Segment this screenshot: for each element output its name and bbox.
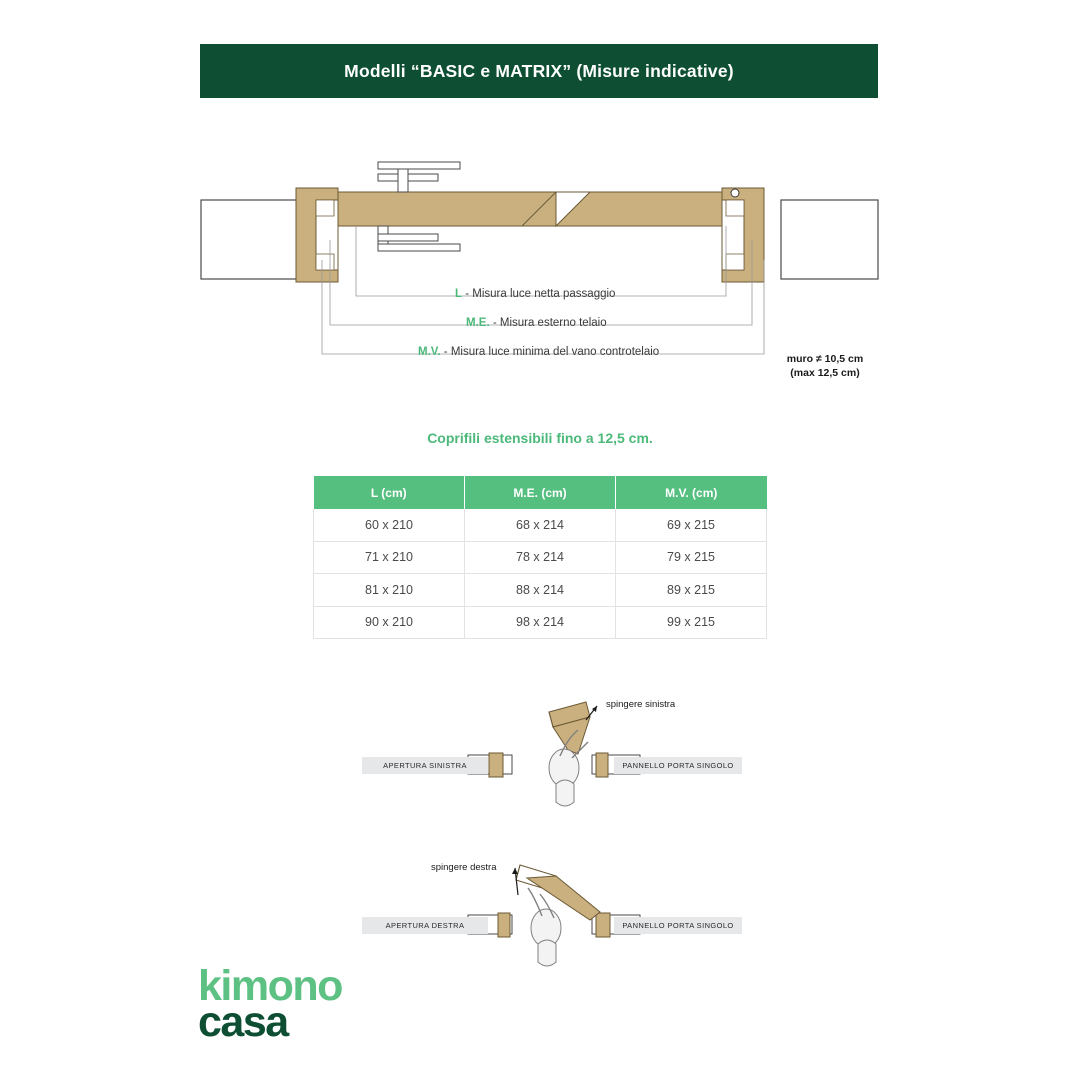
table-cell: 98 x 214 bbox=[465, 606, 616, 639]
tag-apertura-sinistra: APERTURA SINISTRA bbox=[362, 757, 488, 774]
table-cell: 88 x 214 bbox=[465, 574, 616, 607]
table-cell: 81 x 210 bbox=[314, 574, 465, 607]
logo-line-kimono: kimono bbox=[198, 962, 342, 1010]
tag-pannello-porta-singolo-1: PANNELLO PORTA SINGOLO bbox=[614, 757, 742, 774]
table-header-row bbox=[314, 476, 767, 509]
brand-logo bbox=[198, 962, 342, 1047]
table-row bbox=[314, 541, 767, 574]
wall-note-line1: muro ≠ 10,5 cm bbox=[786, 353, 864, 365]
table-cell: 69 x 215 bbox=[616, 509, 767, 541]
dimension-text-mv: - Misura luce minima del vano controtelaio bbox=[440, 346, 660, 358]
dimension-label-l bbox=[455, 288, 615, 300]
door-section-drawing bbox=[0, 130, 1080, 380]
table-cell: 79 x 215 bbox=[616, 541, 767, 574]
dimension-code-me: M.E. bbox=[466, 317, 490, 329]
table-row bbox=[314, 509, 767, 541]
table-row bbox=[314, 606, 767, 639]
dimension-label-mv bbox=[418, 346, 659, 358]
wall-thickness-note bbox=[760, 352, 890, 380]
header-banner bbox=[200, 44, 878, 98]
push-label-sinistra: spingere sinistra bbox=[606, 699, 676, 710]
table-header-l: L (cm) bbox=[314, 476, 465, 509]
dimension-text-me: - Misura esterno telaio bbox=[489, 317, 607, 329]
table-header-me: M.E. (cm) bbox=[465, 476, 616, 509]
logo-line-casa: casa bbox=[198, 998, 288, 1047]
table-cell: 78 x 214 bbox=[465, 541, 616, 574]
wall-note-line2: (max 12,5 cm) bbox=[790, 367, 860, 380]
opening-diagrams-svg bbox=[0, 680, 1080, 1000]
table-cell: 90 x 210 bbox=[314, 606, 465, 639]
table-cell: 60 x 210 bbox=[314, 509, 465, 541]
sizes-table-wrapper bbox=[313, 476, 767, 639]
table-header-mv: M.V. (cm) bbox=[616, 476, 767, 509]
table-cell: 68 x 214 bbox=[465, 509, 616, 541]
dimension-code-mv: M.V. bbox=[418, 346, 441, 358]
subtitle-coprifili: Coprifili estensibili fino a 12,5 cm. bbox=[427, 430, 653, 446]
table-cell: 99 x 215 bbox=[616, 606, 767, 639]
opening-diagrams bbox=[0, 680, 1080, 1000]
push-label-destra: spingere destra bbox=[431, 862, 497, 873]
dimension-text-l: - Misura luce netta passaggio bbox=[462, 288, 616, 300]
table-cell: 71 x 210 bbox=[314, 541, 465, 574]
tag-pannello-porta-singolo-2: PANNELLO PORTA SINGOLO bbox=[614, 917, 742, 934]
sizes-table bbox=[313, 476, 767, 639]
tag-apertura-destra: APERTURA DESTRA bbox=[362, 917, 488, 934]
table-cell: 89 x 215 bbox=[616, 574, 767, 607]
page-title: Modelli “BASIC e MATRIX” (Misure indicative) bbox=[344, 60, 734, 81]
table-row bbox=[314, 574, 767, 607]
door-section-svg bbox=[0, 130, 1080, 380]
dimension-label-me bbox=[466, 317, 607, 329]
dimension-code-l: L bbox=[455, 288, 463, 300]
